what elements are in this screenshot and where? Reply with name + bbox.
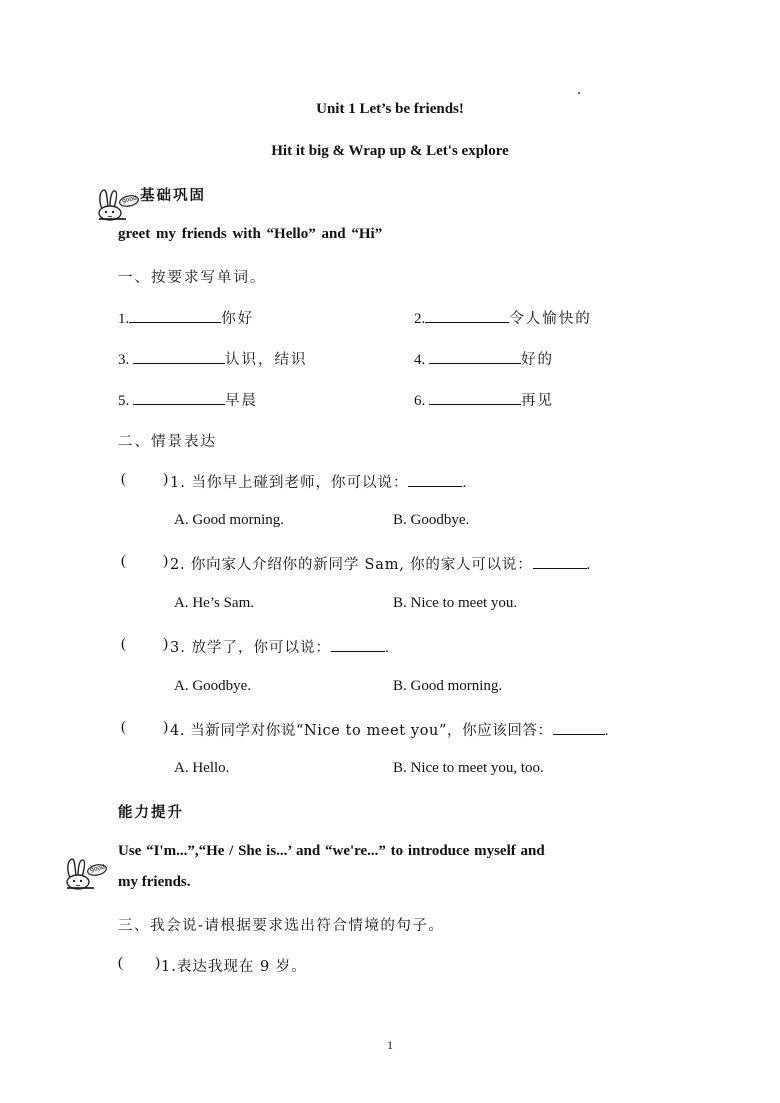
section-heading-advanced: 能力提升 — [118, 804, 184, 821]
word-item-2 — [414, 307, 592, 328]
question-3 — [170, 636, 389, 657]
answer-blank[interactable] — [133, 392, 225, 405]
answer-blank[interactable] — [331, 639, 385, 652]
question-1 — [170, 471, 466, 492]
part2-heading: 二、情景表达 — [118, 434, 217, 450]
word-item-hint: 认识，结识 — [225, 352, 308, 368]
question-stem: 1. 当你早上碰到老师，你可以说： — [170, 475, 409, 491]
part3-question-1: 1.表达我现在 9 岁。 — [161, 959, 307, 975]
answer-blank[interactable] — [425, 310, 509, 323]
question-2 — [170, 553, 590, 574]
word-item-number: 2. — [414, 311, 426, 327]
option-b[interactable]: B. Goodbye. — [393, 512, 470, 528]
word-item-4 — [414, 348, 554, 369]
answer-paren-close[interactable]: ) — [163, 636, 168, 652]
option-a[interactable]: A. He’s Sam. — [174, 595, 254, 611]
word-item-hint: 你好 — [221, 311, 255, 327]
section-heading-basic: 基础巩固 — [140, 187, 206, 204]
word-item-hint: 早晨 — [225, 393, 258, 409]
learning-goal-advanced-line1: Use “I'm...”,“He / She is...’ and “we're...” to introduce myself and — [118, 843, 545, 859]
learning-goal-advanced-line2: my friends. — [118, 874, 191, 890]
question-4 — [170, 719, 608, 740]
word-item-1 — [118, 307, 254, 328]
option-b[interactable]: B. Good morning. — [393, 678, 503, 694]
word-item-hint: 再见 — [521, 393, 554, 409]
answer-paren-close[interactable]: ) — [155, 955, 160, 971]
answer-paren-close[interactable]: ) — [163, 553, 168, 569]
word-item-3 — [118, 348, 308, 369]
answer-blank[interactable] — [429, 392, 521, 405]
word-item-number: 1. — [118, 311, 130, 327]
question-end: . — [586, 557, 591, 573]
bunny-badge-text: good — [121, 194, 138, 205]
answer-paren-open: ( — [121, 471, 126, 487]
answer-blank[interactable] — [429, 351, 521, 364]
answer-blank[interactable] — [553, 722, 605, 735]
option-a[interactable]: A. Hello. — [174, 760, 230, 776]
page-number: 1 — [387, 1038, 393, 1052]
answer-paren-close[interactable]: ) — [163, 719, 168, 735]
word-item-6 — [414, 389, 554, 410]
part1-heading: 一、按要求写单词。 — [118, 270, 267, 286]
word-item-number: 6. — [414, 393, 426, 409]
question-end: . — [384, 640, 389, 656]
answer-paren-open: ( — [118, 955, 123, 971]
word-item-hint: 令人愉快的 — [509, 311, 592, 327]
question-stem: 4. 当新同学对你说“Nice to meet you”，你应该回答： — [170, 723, 553, 739]
word-item-number: 3. — [118, 352, 130, 368]
page-title: Unit 1 Let’s be friends! — [316, 101, 464, 117]
option-a[interactable]: A. Good morning. — [174, 512, 284, 528]
learning-goal-basic: greet my friends with “Hello” and “Hi” — [118, 226, 383, 242]
answer-paren-close[interactable]: ) — [163, 471, 168, 487]
question-end: . — [462, 475, 467, 491]
bunny-badge-text: good — [89, 863, 106, 874]
word-item-hint: 好的 — [521, 352, 554, 368]
question-end: . — [604, 723, 609, 739]
stray-dot — [578, 92, 580, 94]
answer-blank[interactable] — [533, 556, 587, 569]
option-a[interactable]: A. Goodbye. — [174, 678, 252, 694]
bunny-mascot-icon — [96, 187, 140, 221]
question-stem: 3. 放学了，你可以说： — [170, 640, 331, 656]
answer-paren-open: ( — [121, 636, 126, 652]
word-item-number: 4. — [414, 352, 426, 368]
option-b[interactable]: B. Nice to meet you, too. — [393, 760, 544, 776]
option-b[interactable]: B. Nice to meet you. — [393, 595, 518, 611]
answer-blank[interactable] — [408, 474, 462, 487]
answer-blank[interactable] — [133, 351, 225, 364]
answer-paren-open: ( — [121, 553, 126, 569]
answer-paren-open: ( — [121, 719, 126, 735]
page-subtitle: Hit it big & Wrap up & Let's explore — [271, 143, 509, 159]
word-item-number: 5. — [118, 393, 130, 409]
question-stem: 2. 你向家人介绍你的新同学 Sam, 你的家人可以说： — [170, 557, 533, 573]
part3-heading: 三、我会说-请根据要求选出符合情境的句子。 — [118, 918, 445, 934]
word-item-5 — [118, 389, 258, 410]
answer-blank[interactable] — [129, 310, 221, 323]
bunny-mascot-icon — [64, 856, 108, 890]
